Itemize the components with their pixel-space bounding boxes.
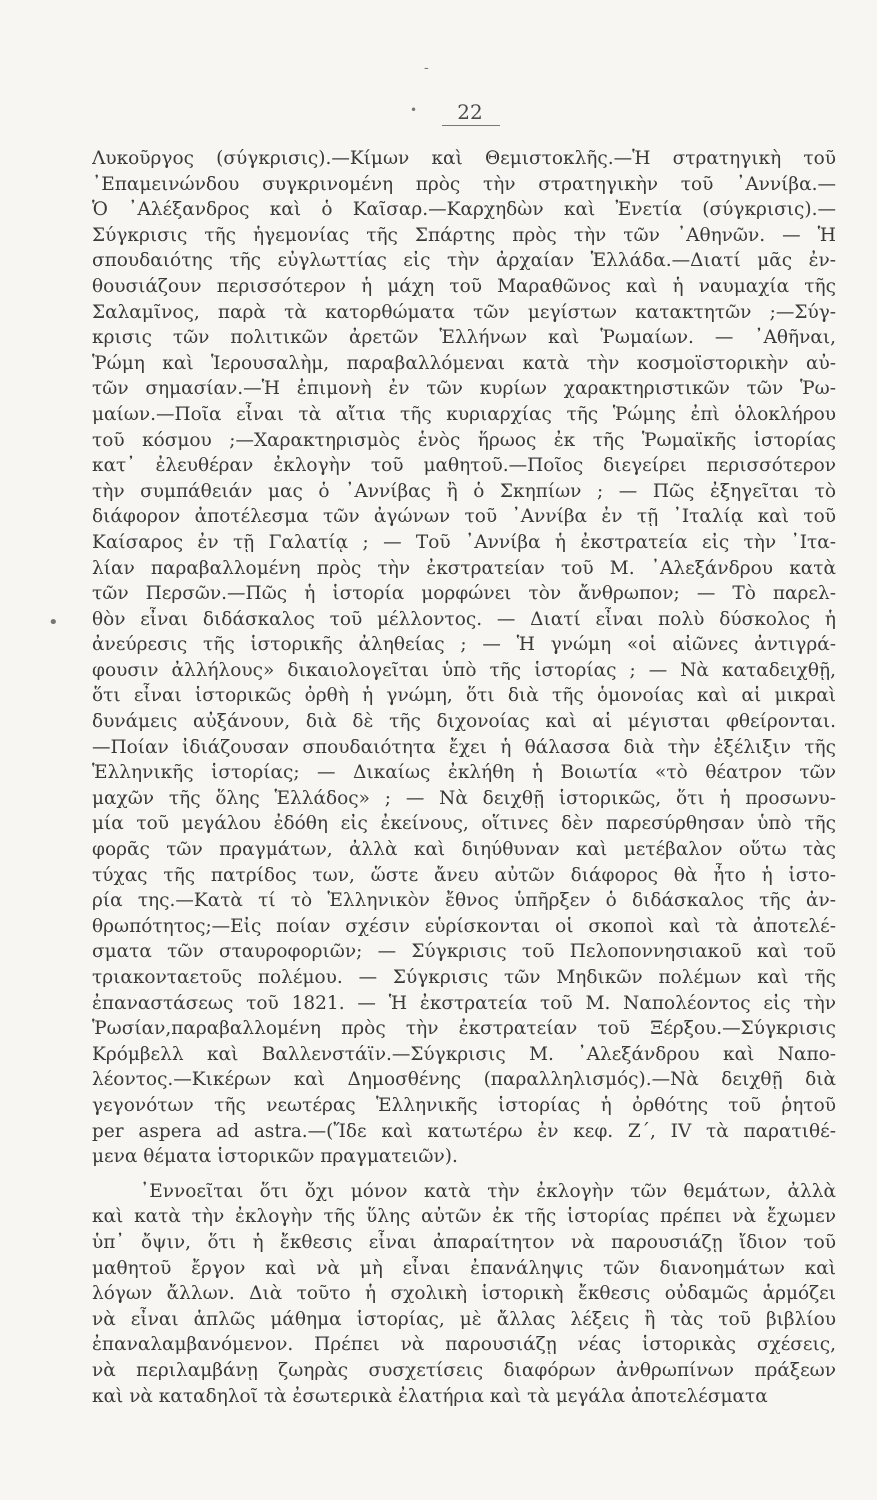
text-line: θρωπότητος;—Εἰς ποίαν σχέσιν εὑρίσκονται οἱ σκοποὶ καὶ τὰ ἀποτελέ-	[92, 915, 836, 937]
text-line: ἐπαναστάσεως τοῦ 1821. — Ἡ ἐκστρατεία τοῦ Μ. Ναπολέοντος εἰς τὴν	[92, 992, 836, 1014]
text-line: νὰ εἶναι ἁπλῶς μάθημα ἱστορίας, μὲ ἄλλας λέξεις ἢ τὰς τοῦ βιβλίου	[92, 1308, 836, 1330]
text-line: νὰ περιλαμβάνῃ ζωηρὰς συσχετίσεις διαφόρων ἀνθρωπίνων πράξεων	[92, 1359, 836, 1381]
text-line: μία τοῦ μεγάλου ἐδόθη εἰς ἐκείνους, οἵτινες δὲν παρεσύρθησαν ὑπὸ τῆς	[92, 813, 836, 835]
text-line: Ῥώμη καὶ Ἱερουσαλὴμ, παραβαλλόμεναι κατὰ τὴν κοσμοϊστορικὴν αὐ-	[92, 352, 836, 374]
text-line: λέοντος.—Κικέρων καὶ Δημοσθένης (παραλληλισμός).—Νὰ δειχθῇ διὰ	[92, 1069, 836, 1091]
text-line: Ῥωσίαν,παραβαλλομένη πρὸς τὴν ἐκστρατείαν τοῦ Ξέρξου.—Σύγκρισις	[92, 1018, 836, 1040]
text-line: ἐπαναλαμβανόμενον. Πρέπει νὰ παρουσιάζῃ νέας ἱστορικὰς σχέσεις,	[92, 1334, 836, 1356]
page-mark-dot: •	[410, 103, 418, 117]
text-line: δυνάμεις αὐξάνουν, διὰ δὲ τῆς διχονοίας καὶ αἱ μέγισται φθείρονται.	[92, 711, 836, 733]
text-line: ρία της.—Κατὰ τί τὸ Ἑλληνικὸν ἔθνος ὑπῆρξεν ὁ διδάσκαλος τῆς ἀν-	[92, 890, 836, 912]
text-line: καὶ νὰ καταδηλοῖ τὰ ἐσωτερικὰ ἐλατήρια καὶ τὰ μεγάλα ἀποτελέσματα	[92, 1385, 768, 1407]
page-number: 22	[457, 100, 483, 124]
text-line: μαίων.—Ποῖα εἶναι τὰ αἴτια τῆς κυριαρχίας τῆς Ῥώμης ἐπὶ ὁλοκλήρου	[92, 403, 836, 425]
text-line: Σαλαμῖνος, παρὰ τὰ κατορθώματα τῶν μεγίστων κατακτητῶν ;—Σύγ-	[92, 301, 836, 323]
text-line: τὴν συμπάθειάν μας ὁ ᾿Αννίβας ἢ ὁ Σκηπίων ; — Πῶς ἐξηγεῖται τὸ	[92, 480, 836, 502]
text-line: φορᾶς τῶν πραγμάτων, ἀλλὰ καὶ διηύθυναν καὶ μετέβαλον οὕτω τὰς	[92, 839, 836, 861]
text-line: μαχῶν τῆς ὅλης Ἑλλάδος» ; — Νὰ δειχθῇ ἱστορικῶς, ὅτι ἡ προσωνυ-	[92, 787, 836, 809]
text-line: ᾿Επαμεινώνδου συγκρινομένη πρὸς τὴν στρατηγικὴν τοῦ ᾿Αννίβα.—	[92, 173, 836, 195]
text-line: τύχας τῆς πατρίδος των, ὥστε ἄνευ αὐτῶν διάφορος θὰ ἦτο ἡ ἱστο-	[92, 864, 836, 886]
text-line: φουσιν ἀλλήλους» δικαιολογεῖται ὑπὸ τῆς ἱστορίας ; — Νὰ καταδειχθῇ,	[92, 659, 836, 681]
text-line: Ἑλληνικῆς ἱστορίας; — Δικαίως ἐκλήθη ἡ Βοιωτία «τὸ θέατρον τῶν	[92, 762, 836, 784]
text-line: διάφορον ἀποτέλεσμα τῶν ἀγώνων τοῦ ᾿Αννίβα ἐν τῇ ᾿Ιταλίᾳ καὶ τοῦ	[92, 506, 836, 528]
text-line: γεγονότων τῆς νεωτέρας Ἑλληνικῆς ἱστορίας ἡ ὀρθότης τοῦ ῥητοῦ	[92, 1094, 836, 1116]
text-line: λίαν παραβαλλομένη πρὸς τὴν ἐκστρατείαν τοῦ Μ. ᾿Αλεξάνδρου κατὰ	[92, 557, 836, 579]
text-line: ἀνεύρεσις τῆς ἱστορικῆς ἀληθείας ; — Ἡ γνώμη «οἱ αἰῶνες ἀντιγρά-	[92, 634, 836, 656]
paragraph-topics	[92, 146, 836, 1170]
text-line: μαθητοῦ ἔργον καὶ νὰ μὴ εἶναι ἐπανάληψις τῶν διανοημάτων καὶ	[92, 1257, 836, 1279]
text-line: Λυκοῦργος (σύγκρισις).—Κίμων καὶ Θεμιστοκλῆς.—Ἡ στρατηγικὴ τοῦ	[92, 148, 836, 169]
text-line: ὅτι εἶναι ἱστορικῶς ὀρθὴ ἡ γνώμη, ὅτι διὰ τῆς ὁμονοίας καὶ αἱ μικραὶ	[92, 685, 836, 707]
page-mark-top: -	[424, 60, 429, 76]
paragraph-discussion	[92, 1179, 836, 1409]
text-line: τῶν Περσῶν.—Πῶς ἡ ἱστορία μορφώνει τὸν ἄνθρωπον; — Τὸ παρελ-	[92, 583, 836, 605]
text-line: σπουδαιότης τῆς εὐγλωττίας εἰς τὴν ἀρχαίαν Ἑλλάδα.—Διατί μᾶς ἐν-	[92, 250, 836, 272]
text-line: κρισις τῶν πολιτικῶν ἀρετῶν Ἑλλήνων καὶ Ῥωμαίων. — ᾿Αθῆναι,	[92, 327, 836, 349]
text-line: τῶν σημασίαν.—Ἡ ἐπιμονὴ ἐν τῶν κυρίων χαρακτηριστικῶν τῶν Ῥω-	[92, 378, 836, 400]
page-mark-left: •	[48, 612, 59, 633]
text-line: Καίσαρος ἐν τῇ Γαλατίᾳ ; — Τοῦ ᾿Αννίβα ἡ ἐκστρατεία εἰς τὴν ᾿Ιτα-	[92, 531, 836, 553]
text-line: τριακονταετοῦς πολέμου. — Σύγκρισις τῶν Μηδικῶν πολέμων καὶ τῆς	[92, 967, 836, 988]
text-line: λόγων ἄλλων. Διὰ τοῦτο ἡ σχολικὴ ἱστορικὴ ἔκθεσις οὐδαμῶς ἁρμόζει	[92, 1283, 836, 1305]
text-line: καὶ κατὰ τὴν ἐκλογὴν τῆς ὕλης αὐτῶν ἐκ τῆς ἱστορίας πρέπει νὰ ἔχωμεν	[92, 1206, 836, 1228]
text-line: μενα θέματα ἱστορικῶν πραγματειῶν).	[92, 1146, 458, 1168]
text-line: ὑπ᾿ ὄψιν, ὅτι ἡ ἔκθεσις εἶναι ἀπαραίτητον νὰ παρουσιάζῃ ἴδιον τοῦ	[92, 1231, 836, 1253]
text-line: κατ᾿ ἐλευθέραν ἐκλογὴν τοῦ μαθητοῦ.—Ποῖος διεγείρει περισσότερον	[92, 455, 836, 477]
text-line: Ὁ ᾿Αλέξανδρος καὶ ὁ Καῖσαρ.—Καρχηδὼν καὶ Ἐνετία (σύγκρισις).—	[92, 199, 836, 221]
text-line: θὸν εἶναι διδάσκαλος τοῦ μέλλοντος. — Διατί εἶναι πολὺ δύσκολος ἡ	[92, 608, 836, 630]
text-line: ᾿Εννοεῖται ὅτι ὄχι μόνον κατὰ τὴν ἐκλογὴν τῶν θεμάτων, ἀλλὰ	[140, 1180, 836, 1202]
text-line: —Ποίαν ἰδιάζουσαν σπουδαιότητα ἔχει ἡ θάλασσα διὰ τὴν ἐξέλιξιν τῆς	[92, 736, 836, 758]
text-block	[92, 146, 836, 1409]
text-line: θουσιάζουν περισσότερον ἡ μάχη τοῦ Μαραθῶνος καὶ ἡ ναυμαχία τῆς	[92, 275, 836, 297]
text-line: σματα τῶν σταυροφοριῶν; — Σύγκρισις τοῦ Πελοποννησιακοῦ καὶ τοῦ	[92, 941, 836, 963]
text-line: Κρόμβελλ καὶ Βαλλενστάϊν.—Σύγκρισις Μ. ᾿Αλεξάνδρου καὶ Ναπο-	[92, 1043, 836, 1065]
text-line: τοῦ κόσμου ;—Χαρακτηρισμὸς ἑνὸς ἥρωος ἐκ τῆς Ῥωμαϊκῆς ἱστορίας	[92, 429, 836, 451]
text-line: Σύγκρισις τῆς ἡγεμονίας τῆς Σπάρτης πρὸς τὴν τῶν ᾿Αθηνῶν. — Ἡ	[92, 224, 836, 246]
page-number-rule	[442, 125, 500, 126]
paragraph-gap	[92, 1170, 836, 1179]
text-line: per aspera ad astra.—(Ἴδε καὶ κατωτέρω ἐν κεφ. Ζ΄, IV τὰ παρατιθέ-	[92, 1120, 836, 1142]
